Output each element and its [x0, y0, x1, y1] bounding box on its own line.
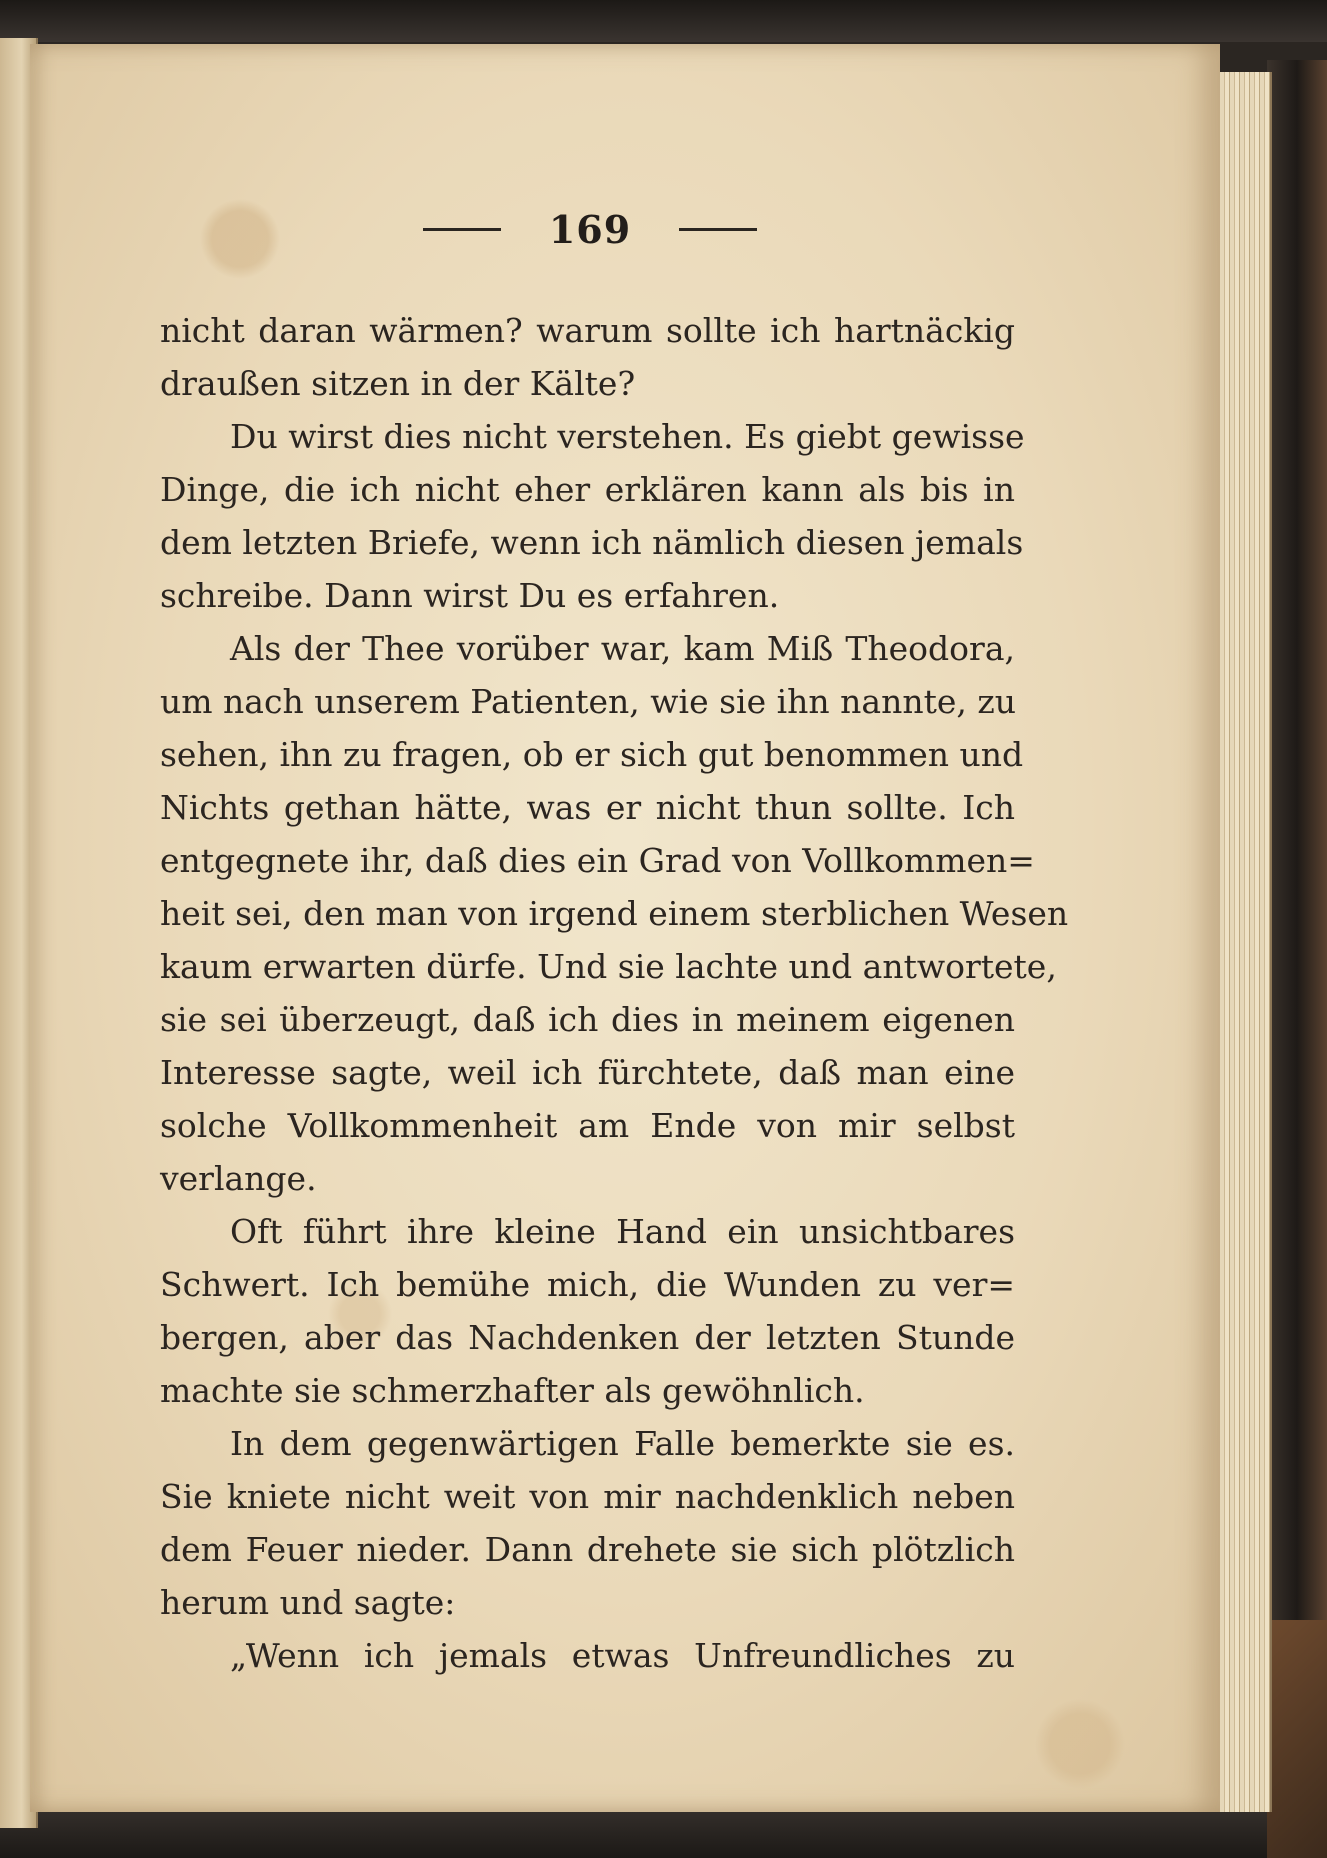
text-line: Schwert. Ich bemühe mich, die Wunden zu ver= — [160, 1265, 1015, 1304]
text-line: nicht daran wärmen? warum sollte ich hartnäckig — [160, 311, 1015, 350]
text-line: herum und sagte: — [160, 1583, 456, 1622]
text-line: heit sei, den man von irgend einem sterblichen Wesen — [160, 894, 1069, 933]
text-line: kaum erwarten dürfe. Und sie lachte und antwortete, — [160, 947, 1057, 986]
text-line: dem Feuer nieder. Dann drehete sie sich plötzlich — [160, 1530, 1015, 1569]
text-line: verlange. — [160, 1159, 317, 1198]
text-line: In dem gegenwärtigen Falle bemerkte sie es. — [230, 1424, 1015, 1463]
text-line: schreibe. Dann wirst Du es erfahren. — [160, 576, 780, 615]
running-head — [390, 194, 790, 264]
text-line: „Wenn ich jemals etwas Unfreundliches zu — [230, 1636, 1015, 1675]
text-line: Oft führt ihre kleine Hand ein unsichtbares — [230, 1212, 1015, 1251]
book-cover-edge — [1267, 60, 1327, 1840]
text-line: draußen sitzen in der Kälte? — [160, 364, 636, 403]
text-line: solche Vollkommenheit am Ende von mir selbst — [160, 1106, 1015, 1145]
text-line: Sie kniete nicht weit von mir nachdenklich neben — [160, 1477, 1015, 1516]
page-number: 169 — [548, 206, 632, 252]
text-line: sehen, ihn zu fragen, ob er sich gut benommen und — [160, 735, 1024, 774]
header-rule-right — [679, 228, 757, 231]
text-line: entgegnete ihr, daß dies ein Grad von Vollkommen= — [160, 841, 1035, 880]
text-line: sie sei überzeugt, daß ich dies in meinem eigenen — [160, 1000, 1015, 1039]
text-line: Als der Thee vorüber war, kam Miß Theodora, — [230, 629, 1015, 668]
body-text — [160, 304, 1069, 1682]
text-line: Nichts gethan hätte, was er nicht thun sollte. Ich — [160, 788, 1015, 827]
scan-background-top — [0, 0, 1327, 42]
text-line: um nach unserem Patienten, wie sie ihn nannte, zu — [160, 682, 1016, 721]
text-line: dem letzten Briefe, wenn ich nämlich diesen jemals — [160, 523, 1024, 562]
text-line: Interesse sagte, weil ich fürchtete, daß man eine — [160, 1053, 1015, 1092]
header-rule-left — [423, 228, 501, 231]
text-line: Dinge, die ich nicht eher erklären kann als bis in — [160, 470, 1015, 509]
text-line: machte sie schmerzhafter als gewöhnlich. — [160, 1371, 865, 1410]
text-line: Du wirst dies nicht verstehen. Es giebt gewisse — [230, 417, 1025, 456]
leather-corner — [1267, 1620, 1327, 1858]
text-line: bergen, aber das Nachdenken der letzten Stunde — [160, 1318, 1015, 1357]
book-page — [30, 44, 1220, 1812]
